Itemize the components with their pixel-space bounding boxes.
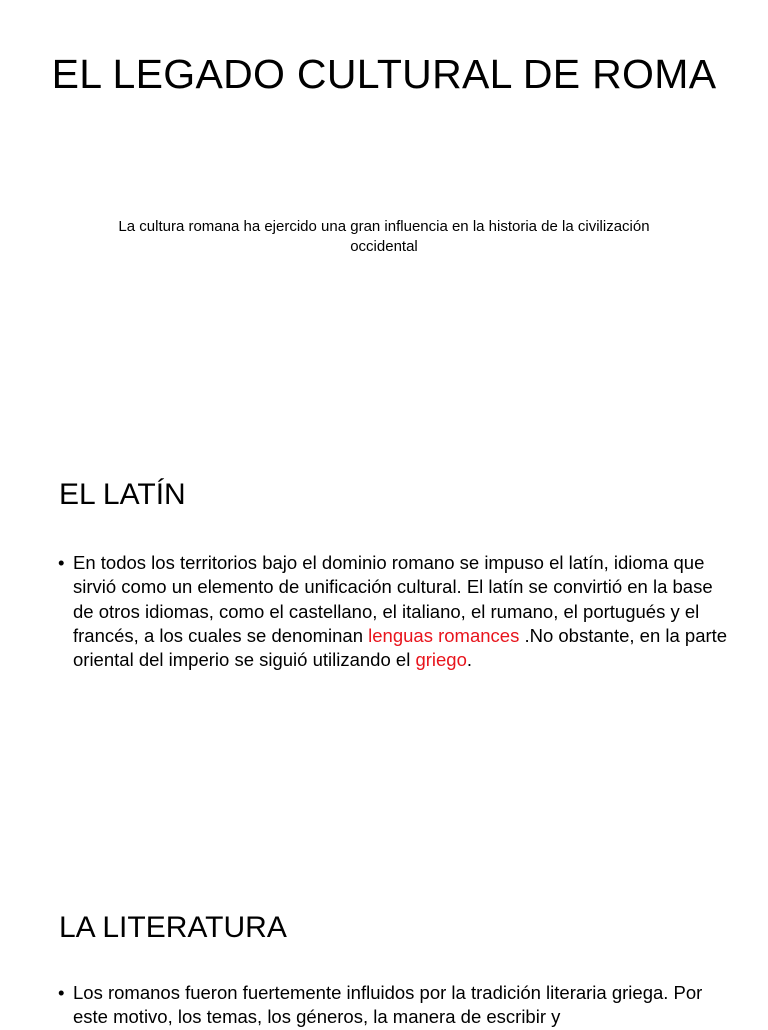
bullet-icon: •	[58, 552, 65, 573]
literature-bullet-paragraph	[58, 981, 738, 1030]
bullet-icon: •	[58, 982, 65, 1003]
latin-text-part1: En todos los territorios bajo el dominio romano se impuso el latín, idioma que sirvió como un elemento de unificación cultural. El latín se convirtió en la base de otros idiomas, como el castellano, el italiano, el rumano, el portugués y el francés, a los cuales se denominan	[73, 552, 713, 646]
literature-text: Los romanos fueron fuertemente influidos por la tradición literaria griega. Por este motivo, los temas, los géneros, la manera de escribir y	[73, 982, 703, 1028]
slide-subtitle: La cultura romana ha ejercido una gran influencia en la historia de la civilización occidental	[118, 218, 650, 255]
slide-latin	[0, 300, 768, 730]
latin-heading: EL LATÍN	[59, 478, 186, 511]
slide-literature	[0, 730, 768, 1028]
literature-heading: LA LITERATURA	[59, 911, 287, 944]
latin-text-part2: .No obstante, en la parte oriental del imperio se siguió utilizando el	[73, 624, 728, 671]
latin-highlight-griego: griego	[415, 649, 467, 671]
slide-title	[0, 0, 768, 300]
latin-highlight-lenguas-romances: lenguas romances	[368, 624, 520, 646]
slide-title-heading: EL LEGADO CULTURAL DE ROMA	[51, 51, 717, 97]
latin-text-part3: .	[466, 649, 473, 671]
latin-bullet-paragraph	[58, 551, 738, 672]
